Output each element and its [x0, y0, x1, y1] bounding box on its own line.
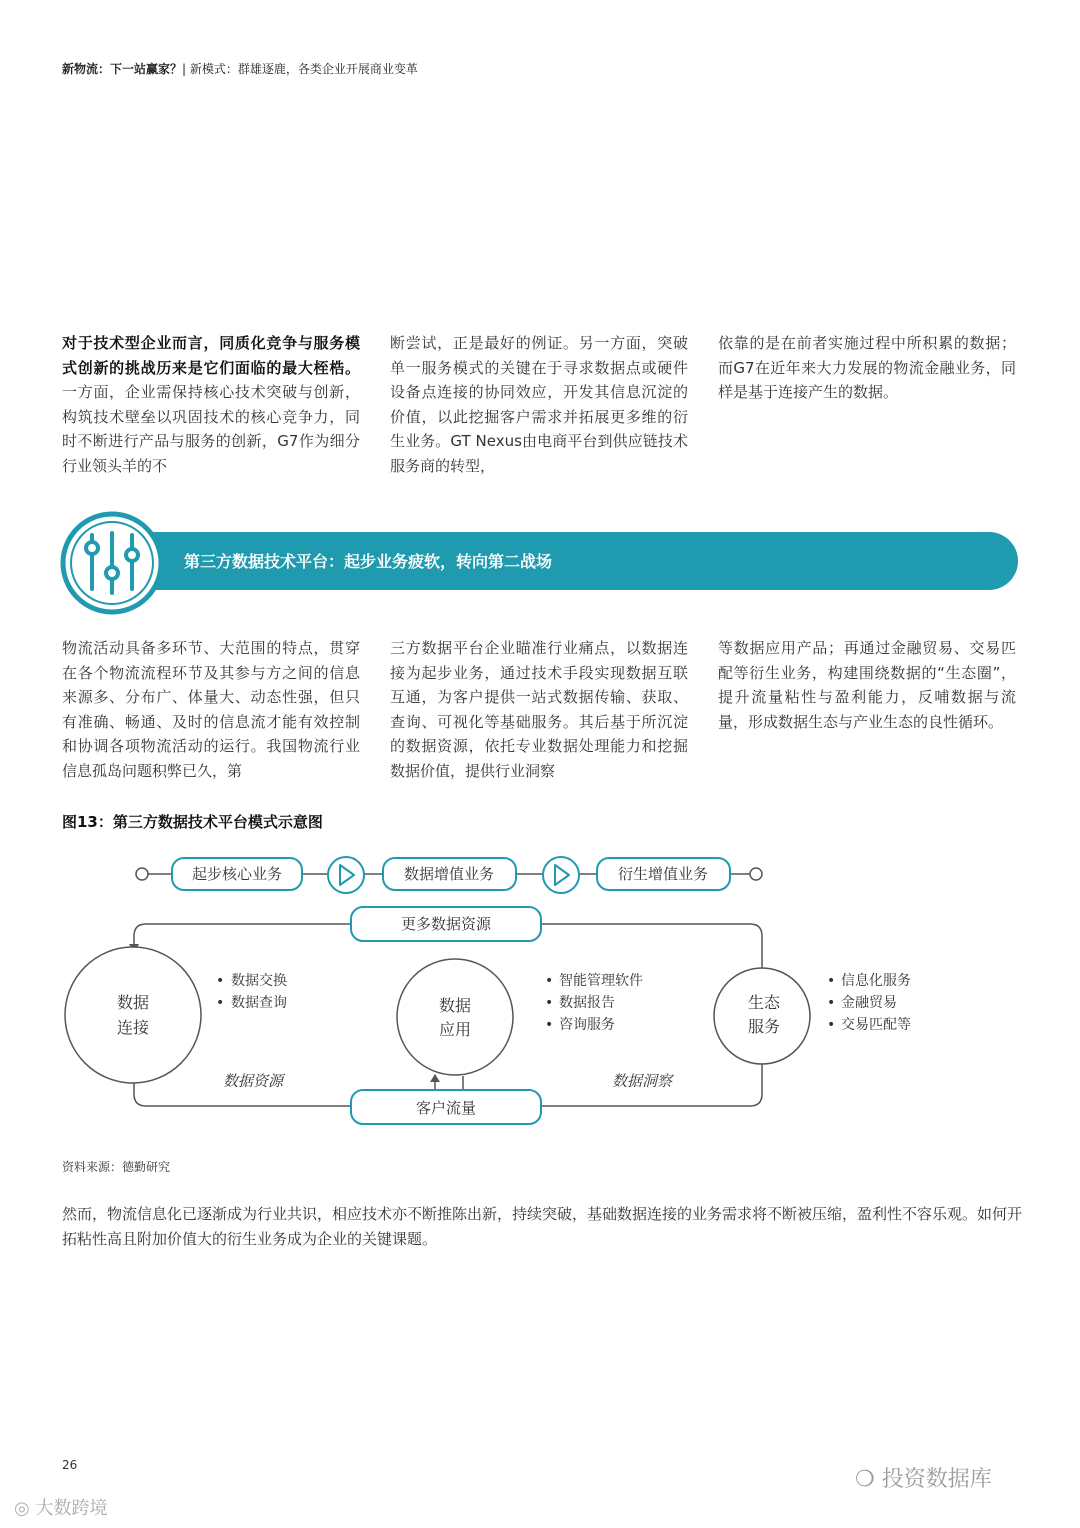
circle3-line2: 服务	[747, 1017, 781, 1036]
sliders-icon	[60, 511, 164, 615]
data-resources-label: 数据资源	[223, 1072, 284, 1090]
circle3-line1: 生态	[747, 993, 781, 1012]
section-column-3: 等数据应用产品；再通过金融贸易、交易匹配等衍生业务，构建围绕数据的“生态圈”，提升流量粘性与盈利能力，反哺数据与流量，形成数据生态与产业生态的良性循环。	[718, 639, 1016, 731]
svg-text:•: •	[545, 1017, 554, 1033]
svg-text:•: •	[545, 973, 554, 989]
figure-title: 图13：第三方数据技术平台模式示意图	[62, 813, 323, 831]
step-value-added-business	[383, 858, 516, 890]
watermark-right-text: 投资数据库	[881, 1467, 992, 1492]
circle1-line1: 数据	[116, 993, 150, 1012]
svg-text:•: •	[545, 995, 554, 1011]
chain-start-node	[136, 868, 148, 880]
page-header	[62, 60, 418, 77]
ecosystem-service-circle	[714, 968, 810, 1064]
circle2-line1: 数据	[438, 996, 472, 1015]
customer-flow-label: 客户流量	[415, 1099, 477, 1117]
circle3-bullets	[827, 972, 911, 1033]
svg-text:•: •	[216, 973, 225, 989]
bullet-item: 数据交换	[231, 973, 287, 989]
intro-col1-text: 一方面，企业需保持核心技术突破与创新，构筑技术壁垒以巩固技术的核心竞争力，同时不断进行产品与服务的创新，G7作为细分行业领头羊的不	[62, 383, 360, 475]
step-derivative-business	[597, 858, 730, 890]
data-application-circle	[397, 959, 513, 1075]
watermark-left-text: 大数跨境	[35, 1498, 108, 1519]
section-column-2: 三方数据平台企业瞄准行业痛点，以数据连接为起步业务，通过技术手段实现数据互联互通，为客户提供一站式数据传输、获取、查询、可视化等基础服务。其后基于所沉淀的数据资源，依托专业数据处理能力和挖掘数据价值，提供行业洞察	[390, 639, 688, 780]
svg-text:•: •	[827, 995, 836, 1011]
bullet-item: 数据报告	[559, 995, 615, 1011]
watermark-left	[14, 1494, 107, 1520]
svg-text:•: •	[216, 995, 225, 1011]
header-title: 新物流：下一站赢家？	[62, 62, 183, 76]
intro-column-1	[62, 331, 360, 479]
figure-source: 资料来源：德勤研究	[62, 1160, 171, 1174]
data-connection-circle	[65, 947, 201, 1083]
circle1-line2: 连接	[116, 1018, 150, 1037]
closing-paragraph: 然而，物流信息化已逐渐成为行业共识，相应技术亦不断推陈出新，持续突破，基础数据连接的业务需求将不断被压缩，盈利性不容乐观。如何开拓粘性高且附加价值大的衍生业务成为企业的关键课题。	[62, 1205, 1023, 1248]
circle1-bullets	[216, 972, 287, 1011]
header-subtitle: | 新模式：群雄逐鹿，各类企业开展商业变革	[182, 62, 418, 76]
wechat-icon: ❍	[855, 1467, 875, 1492]
intro-column-3: 依靠的是在前者实施过程中所积累的数据；而G7在近年来大力发展的物流金融业务，同样是基于连接产生的数据。	[718, 334, 1016, 402]
arrow-up-icon	[430, 1074, 440, 1082]
circle2-bullets	[545, 972, 643, 1033]
play-arrow-icon	[328, 857, 364, 893]
svg-text:•: •	[827, 1017, 836, 1033]
section-title: 第三方数据技术平台：起步业务疲软，转向第二战场	[184, 552, 553, 571]
platform-model-diagram	[0, 840, 1080, 1140]
bullet-item: 信息化服务	[841, 973, 911, 989]
page-number: 26	[62, 1458, 78, 1472]
step-core-label: 起步核心业务	[191, 865, 283, 883]
circle2-line2: 应用	[438, 1020, 472, 1039]
step-core-business	[172, 858, 302, 890]
more-data-resources-label: 更多数据资源	[400, 915, 492, 933]
data-insight-label: 数据洞察	[612, 1072, 673, 1090]
svg-text:•: •	[827, 973, 836, 989]
section-column-1: 物流活动具备多环节、大范围的特点，贯穿在各个物流流程环节及其参与方之间的信息来源多、分布广、体量大、动态性强，但只有准确、畅通、及时的信息流才能有效控制和协调各项物流活动的运行。我国物流行业信息孤岛问题积弊已久，第	[62, 639, 360, 780]
chain-end-node	[750, 868, 762, 880]
watermark-right	[855, 1462, 992, 1493]
bullet-item: 数据查询	[231, 995, 287, 1011]
step-derivative-label: 衍生增值业务	[617, 865, 709, 883]
bullet-item: 咨询服务	[559, 1017, 615, 1033]
bullet-item: 交易匹配等	[841, 1017, 911, 1033]
intro-lead: 对于技术型企业而言，同质化竞争与服务模式创新的挑战历来是它们面临的最大桎梏。	[62, 334, 360, 377]
play-arrow-icon	[543, 857, 579, 893]
bullet-item: 智能管理软件	[559, 973, 643, 989]
bullet-item: 金融贸易	[841, 995, 897, 1011]
more-data-resources-box	[351, 907, 541, 941]
weibo-icon: ◎	[14, 1498, 30, 1519]
customer-flow-box	[351, 1090, 541, 1124]
intro-column-2: 断尝试，正是最好的例证。另一方面，突破单一服务模式的关键在于寻求数据点或硬件设备点连接的协同效应，开发其信息沉淀的价值，以此挖掘客户需求并拓展更多维的衍生业务。GT Nexus由电商平台到供应链技术服务商的转型，	[390, 334, 688, 475]
step-value-label: 数据增值业务	[403, 865, 495, 883]
